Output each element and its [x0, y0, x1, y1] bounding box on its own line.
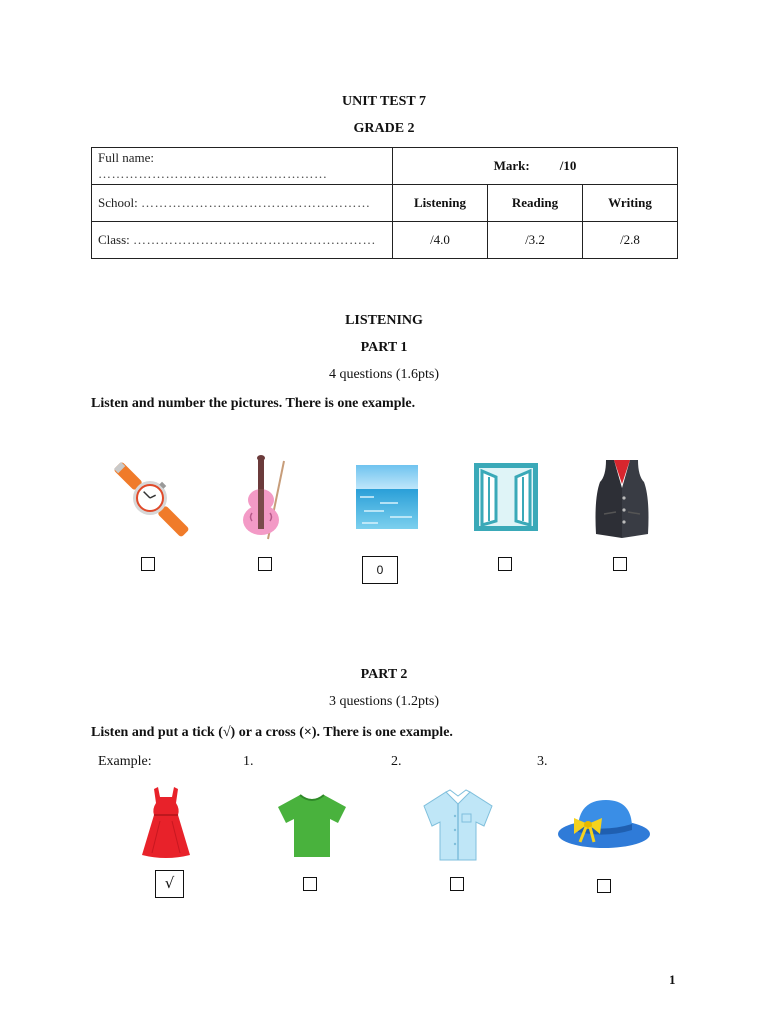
class-field[interactable] — [92, 222, 393, 259]
reading-header: Reading — [488, 185, 583, 222]
reading-score: /3.2 — [488, 222, 583, 259]
vest-answer-box[interactable] — [613, 557, 627, 571]
school-field[interactable] — [92, 185, 393, 222]
grade-title: GRADE 2 — [353, 121, 415, 136]
class-label: Class: — [98, 232, 134, 247]
violin-icon — [236, 455, 292, 541]
window-answer-box[interactable] — [498, 557, 512, 571]
tshirt-icon — [276, 793, 348, 859]
page-number: 1 — [669, 972, 676, 987]
class-blank: ……………………………………………… — [133, 232, 377, 247]
full-name-blank: …………………………………………… — [98, 166, 328, 181]
vest-icon — [592, 458, 652, 540]
dress-example-answer-box: √ — [155, 870, 184, 898]
full-name-field[interactable] — [92, 148, 393, 185]
mark-total: /10 — [559, 158, 577, 173]
listening-header: Listening — [393, 185, 488, 222]
shirt-icon — [422, 790, 494, 862]
school-label: School: — [98, 195, 141, 210]
violin-answer-box[interactable] — [258, 557, 272, 571]
listening-heading: LISTENING — [345, 313, 423, 328]
question-1-label: 1. — [243, 754, 254, 769]
part2-subtitle: 3 questions (1.2pts) — [328, 694, 440, 709]
question-2-label: 2. — [391, 754, 402, 769]
example-label: Example: — [98, 754, 152, 769]
question-3-label: 3. — [537, 754, 548, 769]
hat-answer-box[interactable] — [597, 879, 611, 893]
test-title: UNIT TEST 7 — [341, 94, 427, 109]
part2-title: PART 2 — [360, 667, 408, 682]
sea-icon — [356, 465, 418, 529]
hat-icon — [556, 796, 652, 852]
shirt-answer-box[interactable] — [450, 877, 464, 891]
watch-answer-box[interactable] — [141, 557, 155, 571]
writing-score: /2.8 — [583, 222, 678, 259]
sea-example-answer-box: 0 — [362, 556, 398, 584]
writing-header: Writing — [583, 185, 678, 222]
student-info-table — [91, 147, 678, 259]
part1-instruction: Listen and number the pictures. There is one example. — [91, 396, 416, 411]
part1-subtitle: 4 questions (1.6pts) — [328, 367, 440, 382]
mark-cell — [393, 148, 678, 185]
listening-score: /4.0 — [393, 222, 488, 259]
window-icon — [474, 463, 538, 531]
tshirt-answer-box[interactable] — [303, 877, 317, 891]
dress-icon — [140, 787, 192, 859]
watch-icon — [110, 458, 190, 538]
full-name-label: Full name: — [98, 150, 154, 165]
part1-title: PART 1 — [360, 340, 408, 355]
mark-label: Mark: — [493, 158, 530, 173]
part2-instruction: Listen and put a tick (√) or a cross (×). There is one example. — [91, 725, 453, 740]
school-blank: …………………………………………… — [140, 195, 371, 210]
